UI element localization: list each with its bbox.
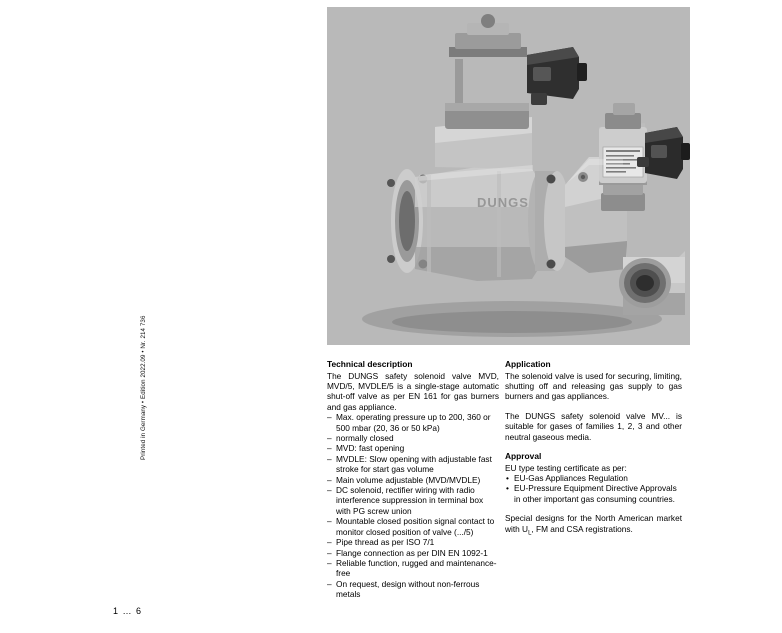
special-designs-subscript: L xyxy=(528,530,532,537)
technical-description-column xyxy=(327,359,499,600)
list-item: – Max. operating pressure up to 200, 360 or 500 mbar (20, 36 or 50 kPa) xyxy=(327,412,499,433)
technical-description-intro: The DUNGS safety solenoid valve MVD, MVD/5, MVDLE/5 is a single-stage automatic shut-off valve as per EN 161 for gas burners and gas appliance. xyxy=(327,370,499,412)
list-item: • EU-Pressure Equipment Directive Approvals in other important gas consuming countries. xyxy=(505,483,682,504)
approval-heading: Approval xyxy=(505,451,542,462)
approval-intro: EU type testing certificate as per: xyxy=(505,462,627,473)
list-item: – Pipe thread as per ISO 7/1 xyxy=(327,537,499,547)
technical-description-heading: Technical description xyxy=(327,359,413,369)
approval-list xyxy=(505,473,682,504)
application-text: The solenoid valve is used for securing, limiting, shutting off and releasing gas supply to gas burners and gas appliances. xyxy=(505,370,682,402)
product-photo-illustration xyxy=(327,7,690,345)
printed-in-germany-note: Printed in Germany • Edition 2022.09 • Nr. 214 736 xyxy=(140,315,147,460)
list-item: – Reliable function, rugged and maintenance-free xyxy=(327,558,499,579)
page-number: 1 … 6 xyxy=(113,606,143,616)
special-designs-text xyxy=(505,513,682,538)
list-item: • EU-Gas Appliances Regulation xyxy=(505,473,682,483)
svg-text:DUNGS: DUNGS xyxy=(477,195,529,210)
list-item: – DC solenoid, rectifier wiring with radio interference suppression in terminal box with PG screw union xyxy=(327,485,499,516)
list-item: – MVD: fast opening xyxy=(327,443,499,453)
list-item: – Mountable closed position signal contact to monitor closed position of valve (.../5) xyxy=(327,516,499,537)
special-designs-post: , FM and CSA registrations. xyxy=(531,523,633,534)
technical-features-list xyxy=(327,412,499,599)
product-photo xyxy=(327,7,690,345)
application-text-secondary: The DUNGS safety solenoid valve MV... is suitable for gases of families 1, 2, 3 and other neutral gaseous media. xyxy=(505,410,682,442)
list-item: – MVDLE: Slow opening with adjustable fast stroke for start gas volume xyxy=(327,454,499,475)
list-item: – Main volume adjustable (MVD/MVDLE) xyxy=(327,475,499,485)
application-heading: Application xyxy=(505,359,551,369)
list-item: – normally closed xyxy=(327,433,499,443)
list-item: – Flange connection as per DIN EN 1092-1 xyxy=(327,548,499,558)
application-approval-column xyxy=(505,359,682,539)
special-designs-pre: Special designs for the North American market with U xyxy=(505,513,682,534)
list-item: – On request, design without non-ferrous metals xyxy=(327,579,499,600)
